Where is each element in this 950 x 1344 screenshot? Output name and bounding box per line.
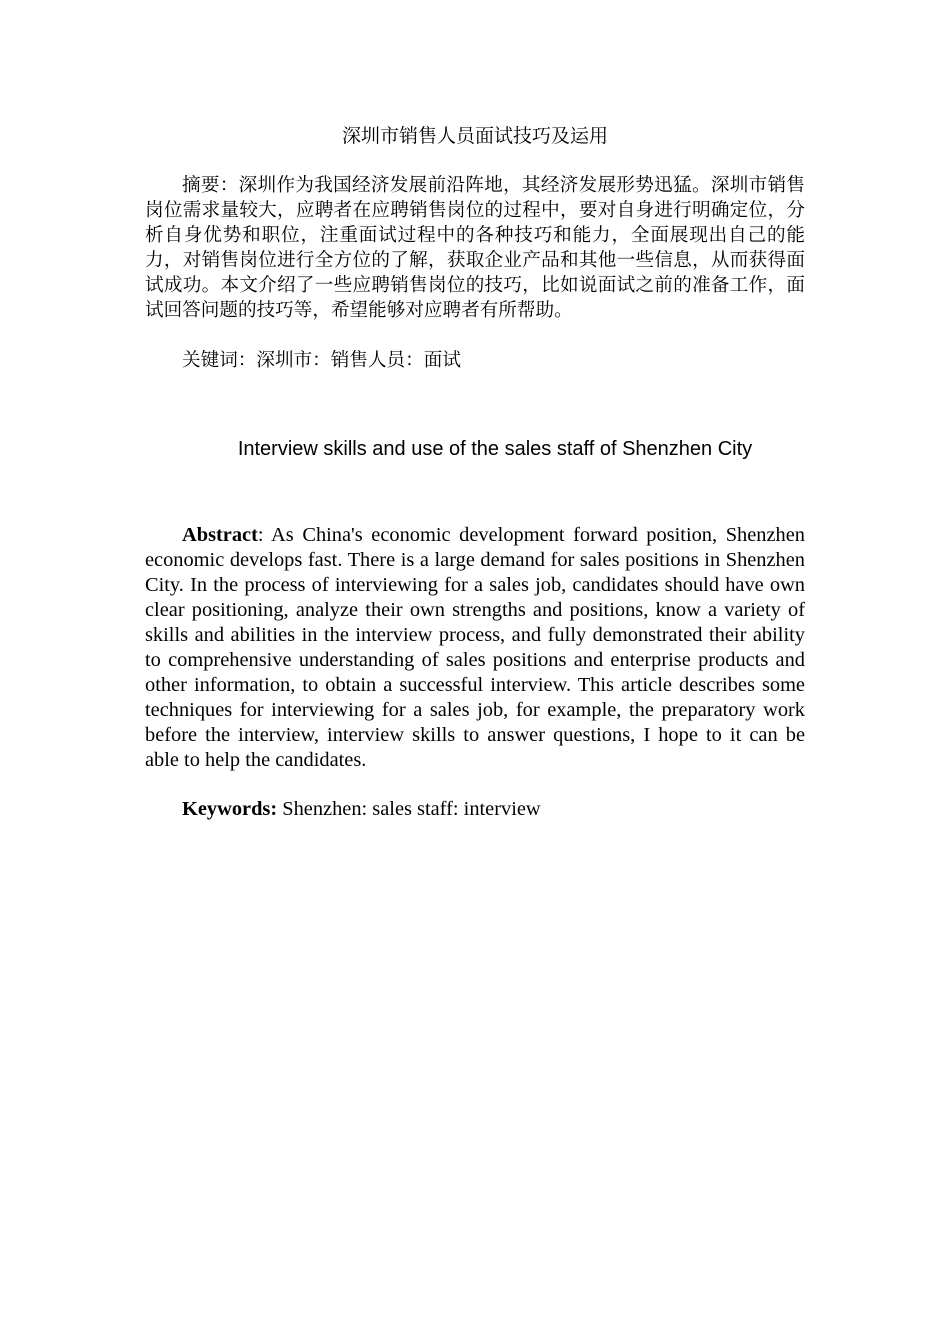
english-abstract-text: : As China's economic development forward position, Shenzhen economic develops fast. There is a large demand for sales positions in Shenzhen City. In the process of interviewing for a sales job, candidates should have own clear positioning, analyze their own strengths and positions, know a variety of skills and abilities in the interview process, and fully demonstrated their ability to comprehensive understanding of sales positions and enterprise products and other information, to obtain a successful interview. This article describes some techniques for interviewing for a sales job, for example, the preparatory work before the interview, interview skills to answer questions, I hope to it can be able to help the candidates. xyxy=(145,524,805,771)
english-title: Interview skills and use of the sales staff of Shenzhen City xyxy=(237,438,753,460)
chinese-abstract xyxy=(145,173,805,323)
chinese-abstract-label: 摘要： xyxy=(182,175,239,196)
english-abstract-label: Abstract xyxy=(182,524,258,546)
english-keywords xyxy=(145,797,805,822)
english-keywords-text: Shenzhen: sales staff: interview xyxy=(277,798,541,820)
english-keywords-label: Keywords: xyxy=(182,798,278,820)
english-abstract xyxy=(145,523,805,773)
chinese-abstract-text: 深圳作为我国经济发展前沿阵地，其经济发展形势迅猛。深圳市销售岗位需求量较大，应聘者在应聘销售岗位的过程中，要对自身进行明确定位，分析自身优势和职位，注重面试过程中的各种技巧和能力，全面展现出自己的能力，对销售岗位进行全方位的了解，获取企业产品和其他一些信息，从而获得面试成功。本文介绍了一些应聘销售岗位的技巧，比如说面试之前的准备工作，面试回答问题的技巧等，希望能够对应聘者有所帮助。 xyxy=(145,175,805,321)
chinese-title: 深圳市销售人员面试技巧及运用 xyxy=(341,125,608,147)
chinese-keywords-text: 深圳市：销售人员：面试 xyxy=(256,350,461,371)
chinese-keywords xyxy=(145,348,805,373)
chinese-keywords-label: 关键词： xyxy=(182,350,257,371)
